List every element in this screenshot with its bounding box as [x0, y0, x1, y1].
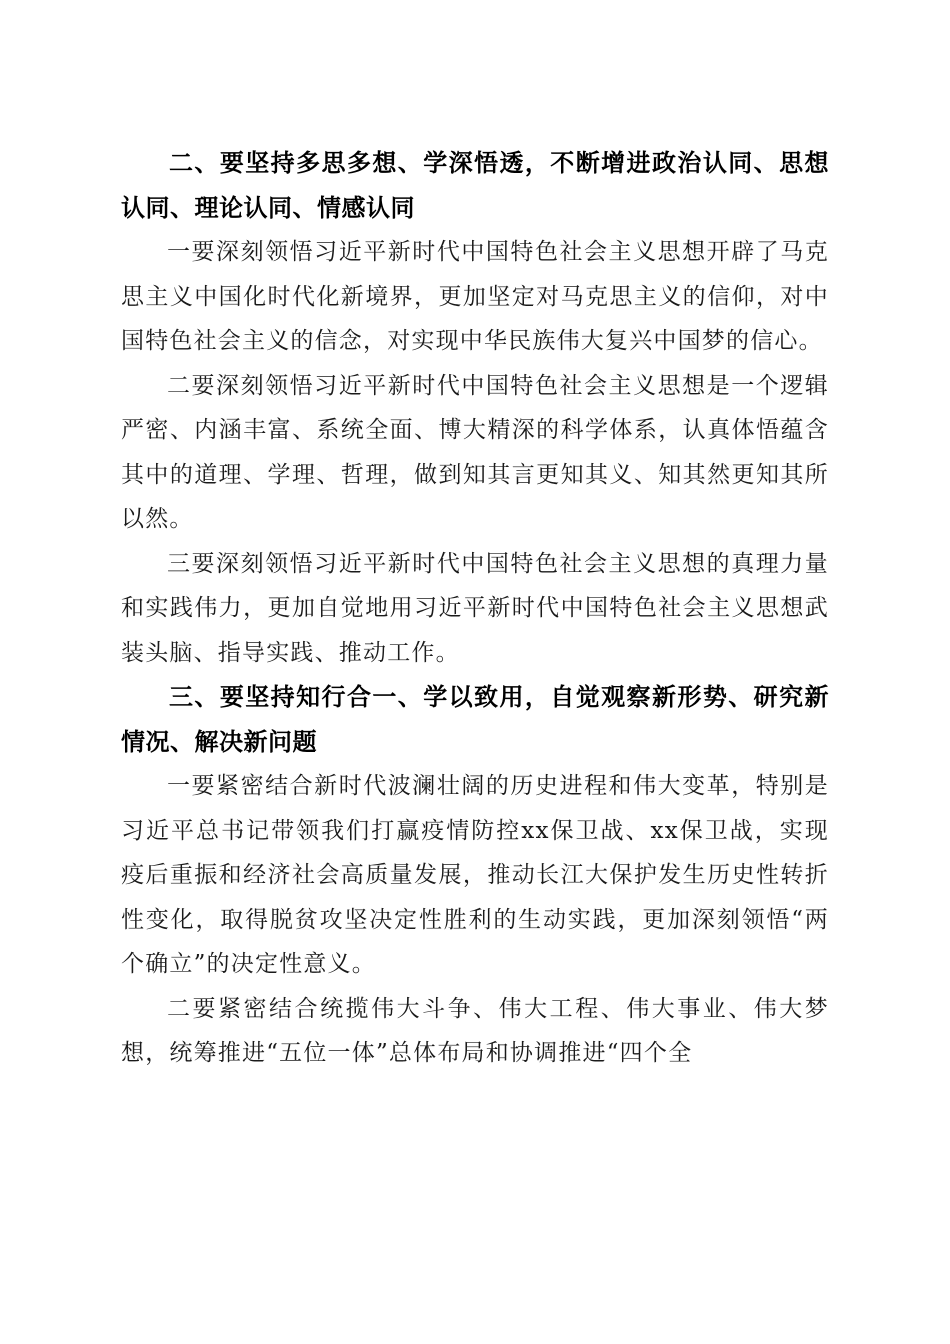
paragraph: 三要深刻领悟习近平新时代中国特色社会主义思想的真理力量和实践伟力，更加自觉地用习近平新时代中国特色社会主义思想武装头脑、指导实践、推动工作。: [121, 550, 829, 666]
section-heading-3: 三、要坚持知行合一、学以致用，自觉观察新形势、研究新情况、解决新问题: [121, 683, 829, 756]
document-page: [121, 141, 829, 1076]
section-heading-2: 二、要坚持多思多想、学深悟透，不断增进政治认同、思想认同、理论认同、情感认同: [121, 149, 829, 222]
paragraph: 二要深刻领悟习近平新时代中国特色社会主义思想是一个逻辑严密、内涵丰富、系统全面、博大精深的科学体系，认真体悟蕴含其中的道理、学理、哲理，做到知其言更知其义、知其然更知其所以然。: [121, 372, 829, 532]
paragraph: 一要紧密结合新时代波澜壮阔的历史进程和伟大变革，特别是习近平总书记带领我们打赢疫情防控xx保卫战、xx保卫战，实现疫后重振和经济社会高质量发展，推动长江大保护发生历史性转折性变化，取得脱贫攻坚决定性胜利的生动实践，更加深刻领悟“两个确立”的决定性意义。: [121, 773, 829, 977]
paragraph: 二要紧密结合统揽伟大斗争、伟大工程、伟大事业、伟大梦想，统筹推进“五位一体”总体布局和协调推进“四个全: [121, 995, 829, 1066]
paragraph: 一要深刻领悟习近平新时代中国特色社会主义思想开辟了马克思主义中国化时代化新境界，更加坚定对马克思主义的信仰，对中国特色社会主义的信念，对实现中华民族伟大复兴中国梦的信心。: [121, 239, 829, 354]
